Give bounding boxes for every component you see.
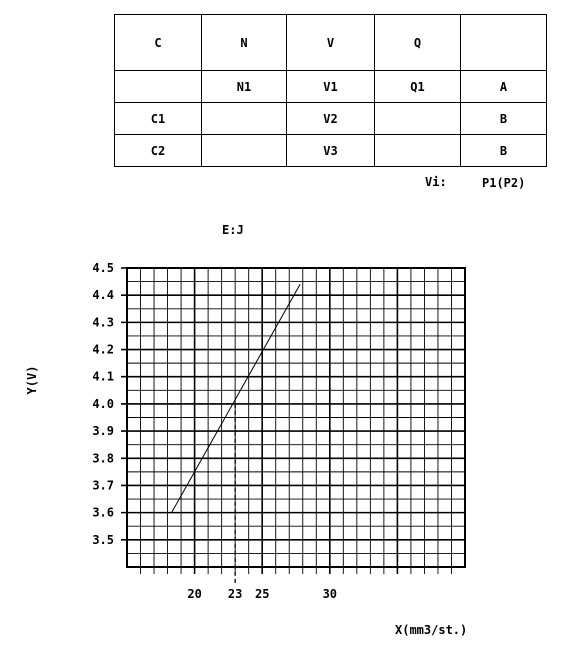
- chart-grid: [121, 268, 465, 574]
- table-header-cell: Q: [375, 15, 461, 71]
- y-tick-label: 4.4: [92, 288, 114, 303]
- table-cell: Q1: [375, 71, 461, 103]
- x-tick-label: 30: [322, 587, 338, 601]
- chart-title: E:J: [222, 223, 244, 237]
- y-tick-label: 3.9: [92, 424, 114, 439]
- table-header-cell: N: [202, 15, 287, 71]
- y-tick-label: 4.1: [92, 369, 114, 384]
- table-cell: B: [461, 135, 547, 167]
- y-tick-label: 4.3: [92, 315, 114, 330]
- table-header-cell: C: [115, 15, 202, 71]
- y-tick-label: 4.2: [92, 342, 114, 357]
- chart-series: [172, 284, 301, 512]
- y-axis-label: Y(V): [25, 365, 39, 395]
- y-tick-label: 4.5: [92, 261, 114, 275]
- table-cell: C1: [115, 103, 202, 135]
- y-tick-label: 3.6: [92, 505, 114, 520]
- series-line: [172, 284, 301, 512]
- x-tick-label: 20: [187, 587, 202, 601]
- table-cell: N1: [202, 71, 287, 103]
- x-axis-label: X(mm3/st.): [395, 623, 468, 637]
- table-cell: V3: [287, 135, 375, 167]
- table-cell: A: [461, 71, 547, 103]
- table-cell: C2: [115, 135, 202, 167]
- table-header-cell: V: [287, 15, 375, 71]
- table-cell: V1: [287, 71, 375, 103]
- table-cell: B: [461, 103, 547, 135]
- y-tick-label: 3.7: [92, 478, 114, 493]
- vi-label: Vi:: [425, 175, 447, 189]
- x-tick-label: 23: [227, 587, 243, 601]
- y-tick-label: 3.5: [92, 532, 114, 547]
- x-tick-label: 25: [254, 587, 270, 601]
- vi-value: P1(P2): [482, 176, 526, 190]
- y-tick-label: 3.8: [92, 451, 114, 466]
- table-cell: V2: [287, 103, 375, 135]
- y-tick-label: 4.0: [92, 396, 114, 411]
